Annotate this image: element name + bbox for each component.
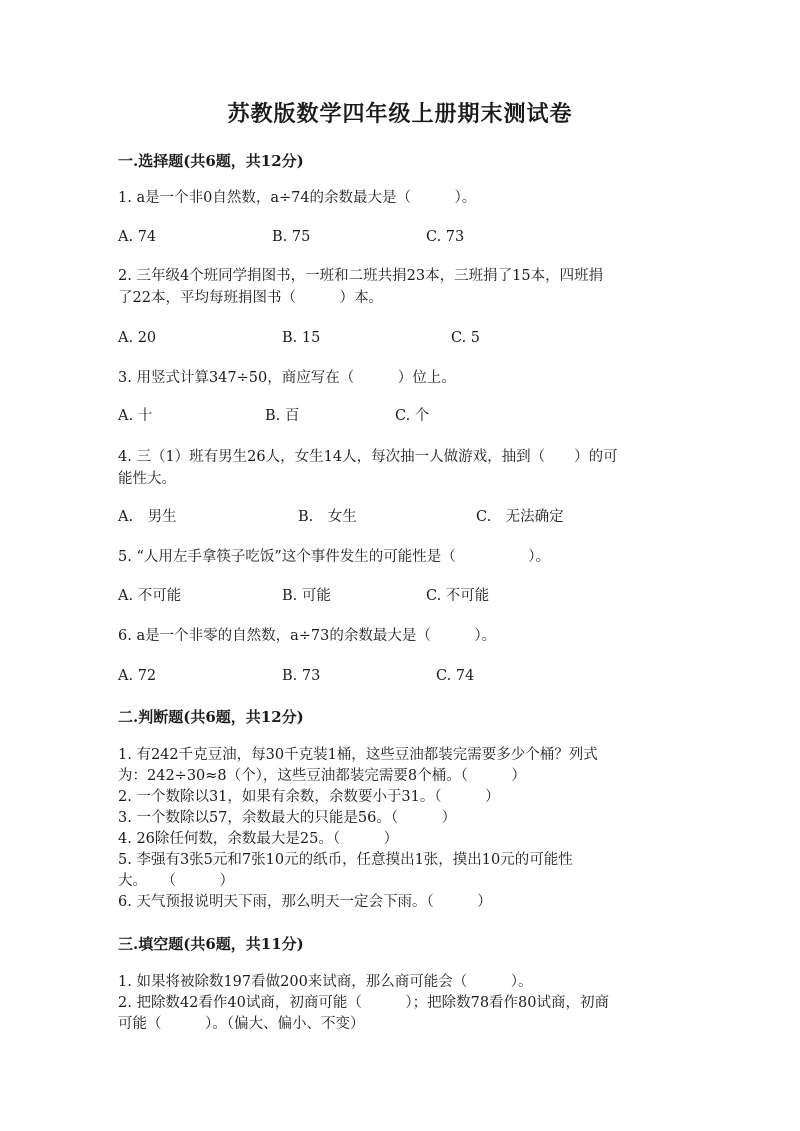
question-options xyxy=(118,226,678,248)
question-text: 能性大。 xyxy=(118,471,176,487)
question-options xyxy=(118,405,678,427)
question-options xyxy=(118,506,678,528)
question-text: 2. 一个数除以31，如果有余数，余数要小于31。（ ） xyxy=(118,789,500,805)
question-text: 4. 三（1）班有男生26人，女生14人，每次抽一人做游戏，抽到（ ）的可 xyxy=(118,449,618,465)
question-text: 2. 把除数42看作40试商，初商可能（ ）；把除数78看作80试商，初商 xyxy=(118,995,609,1011)
question-text: 6. a是一个非零的自然数，a÷73的余数最大是（ ）。 xyxy=(118,628,497,644)
page-title: 苏教版数学四年级上册期末测试卷 xyxy=(227,101,573,127)
question-text: 1. 有242千克豆油，每30千克装1桶，这些豆油都装完需要多少个桶？列式 xyxy=(118,747,598,763)
question-options xyxy=(118,585,678,607)
option-c: C. 74 xyxy=(436,668,475,684)
question-text: 4. 26除任何数，余数最大是25。（ ） xyxy=(118,831,399,847)
question-text: 6. 天气预报说明天下雨，那么明天一定会下雨。（ ） xyxy=(118,894,492,910)
option-b: B. 73 xyxy=(282,668,321,684)
question-text: 可能（ ）。（偏大、偏小、不变） xyxy=(118,1016,365,1032)
option-a: A. 男生 xyxy=(118,509,177,525)
option-a: A. 72 xyxy=(118,668,157,684)
question-options xyxy=(118,327,678,349)
question-options xyxy=(118,665,678,687)
option-a: A. 不可能 xyxy=(118,588,182,604)
option-c: C. 73 xyxy=(426,229,465,245)
question-text: 3. 一个数除以57，余数最大的只能是56。（ ） xyxy=(118,810,457,826)
option-b: B. 女生 xyxy=(298,509,357,525)
question-text: 1. a是一个非0自然数，a÷74的余数最大是（ ）。 xyxy=(118,190,477,206)
option-a: A. 十 xyxy=(118,408,153,424)
question-text: 5. 李强有3张5元和7张10元的纸币，任意摸出1张，摸出10元的可能性 xyxy=(118,852,573,868)
option-b: B. 百 xyxy=(265,408,300,424)
option-c: C. 个 xyxy=(395,408,430,424)
question-text: 3. 用竖式计算347÷50，商应写在（ ）位上。 xyxy=(118,370,456,386)
option-c: C. 5 xyxy=(451,330,481,346)
option-c: C. 无法确定 xyxy=(476,509,564,525)
option-a: A. 20 xyxy=(118,330,157,346)
question-text: 2. 三年级4个班同学捐图书，一班和二班共捐23本，三班捐了15本，四班捐 xyxy=(118,268,604,284)
section-heading-choice: 一.选择题(共6题，共12分) xyxy=(118,152,304,170)
question-text: 大。 （ ） xyxy=(118,873,234,889)
question-text: 了22本，平均每班捐图书（ ）本。 xyxy=(118,290,383,306)
option-c: C. 不可能 xyxy=(426,588,490,604)
option-b: B. 可能 xyxy=(282,588,331,604)
option-b: B. 15 xyxy=(282,330,321,346)
option-b: B. 75 xyxy=(272,229,311,245)
question-text: 为：242÷30≈8（个），这些豆油都装完需要8个桶。（ ） xyxy=(118,768,526,784)
question-text: 5. “人用左手拿筷子吃饭”这个事件发生的可能性是（ ）。 xyxy=(118,549,551,565)
question-text: 1. 如果将被除数197看做200来试商，那么商可能会（ ）。 xyxy=(118,974,533,990)
option-a: A. 74 xyxy=(118,229,157,245)
section-heading-judgement: 二.判断题(共6题，共12分) xyxy=(118,708,304,726)
section-heading-fill-blank: 三.填空题(共6题，共11分) xyxy=(118,935,304,953)
